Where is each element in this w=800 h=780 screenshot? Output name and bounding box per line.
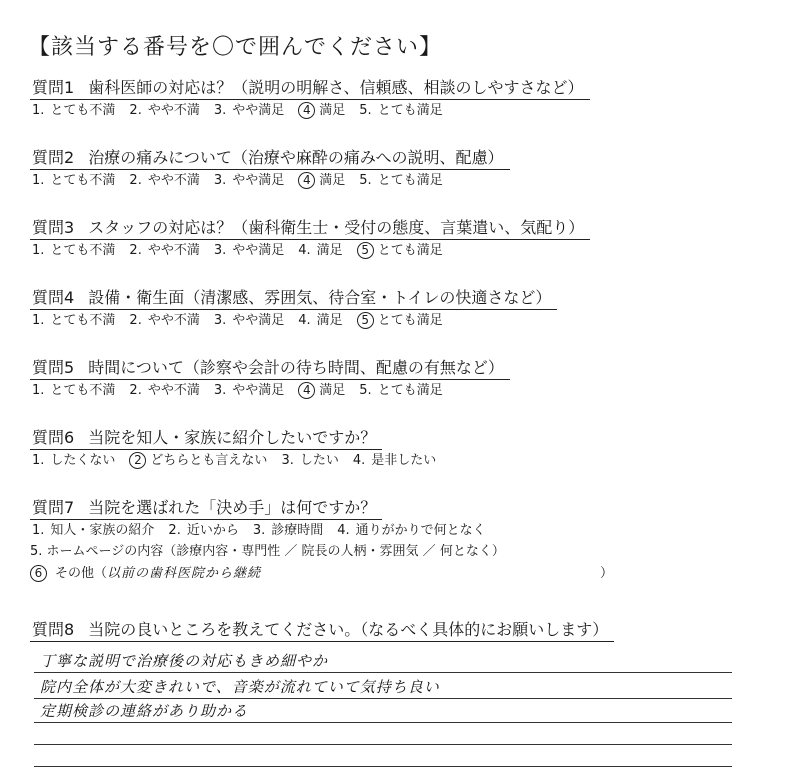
- question-heading: [30, 358, 510, 380]
- option-label: 知人・家族の紹介: [50, 523, 155, 538]
- option-number: 1.: [32, 383, 45, 398]
- option-label: 満足: [316, 313, 343, 328]
- question-number: 質問2: [32, 148, 75, 167]
- option-label: やや満足: [232, 383, 285, 398]
- option-list: [32, 102, 770, 120]
- question-number: 質問3: [32, 218, 75, 237]
- option-5: [30, 542, 770, 562]
- option-label: その他（: [55, 566, 108, 581]
- question-text: 時間について（診察や会計の待ち時間、配慮の有無など）: [88, 358, 504, 377]
- option-number: 4: [298, 102, 315, 119]
- option: [298, 242, 342, 260]
- option-number: 2.: [168, 523, 181, 538]
- option-number: 4.: [337, 523, 350, 538]
- question-heading: [30, 148, 510, 170]
- option: [214, 172, 284, 190]
- option-label: やや不満: [147, 173, 200, 188]
- option-label: とても満足: [377, 173, 443, 188]
- option: [298, 312, 342, 330]
- option-label: どちらとも言えない: [150, 453, 268, 468]
- question-number: 質問1: [32, 78, 75, 97]
- option-number: 4.: [352, 453, 366, 468]
- option-label: とても満足: [377, 313, 443, 328]
- option-list: [32, 312, 770, 330]
- option-number: 5: [357, 312, 374, 329]
- option-6: [30, 564, 770, 584]
- selected-option: [357, 312, 443, 330]
- question-text: 当院を選ばれた「決め手」は何ですか？: [88, 498, 377, 517]
- question-heading: [30, 288, 557, 310]
- question-heading: [30, 218, 590, 240]
- option-label: やや不満: [147, 243, 200, 258]
- option: [253, 522, 323, 540]
- option-number: 1.: [32, 313, 45, 328]
- question-text: 当院の良いところを教えてください。（なるべく具体的にお願いします）: [88, 620, 609, 639]
- handwritten-answer-3: 定期検診の連絡があり助かる: [40, 702, 249, 720]
- option-number: 4.: [298, 313, 311, 328]
- option-label: 満足: [316, 243, 343, 258]
- option-number: 1.: [32, 243, 45, 258]
- option: [359, 102, 442, 120]
- option-label: したい: [299, 453, 339, 468]
- selected-option: [357, 242, 443, 260]
- option-number: 5: [357, 242, 374, 259]
- option-number: 5.: [359, 103, 372, 118]
- option: [129, 172, 199, 190]
- option-number: 5.: [359, 173, 372, 188]
- question-6: [30, 428, 770, 470]
- option-number: 1.: [32, 173, 45, 188]
- question-text: 治療の痛みについて（治療や麻酔の痛みへの説明、配慮）: [88, 148, 504, 167]
- question-text: 設備・衛生面（清潔感、雰囲気、待合室・トイレの快適さなど）: [88, 288, 552, 307]
- question-text: 歯科医師の対応は？（説明の明解さ、信頼感、相談のしやすさなど）: [88, 78, 584, 97]
- option-label: とても不満: [50, 173, 116, 188]
- option-label: 診療時間: [271, 523, 324, 538]
- question-3: [30, 218, 770, 260]
- option: [214, 312, 284, 330]
- option-label: やや不満: [147, 103, 200, 118]
- option-list: [32, 172, 770, 190]
- closing-paren: ）: [600, 566, 614, 581]
- answer-line: [34, 698, 732, 699]
- option-label: ホームページの内容（診療内容・専門性 ／ 院長の人柄・雰囲気 ／ 何となく）: [46, 544, 505, 559]
- question-1: [30, 78, 770, 120]
- option: [214, 242, 284, 260]
- question-number: 質問8: [32, 620, 75, 639]
- option-number: 2.: [129, 313, 142, 328]
- option-number: 3.: [252, 523, 266, 538]
- option-number: 6: [30, 565, 47, 582]
- option: [32, 312, 115, 330]
- question-number: 質問6: [32, 428, 75, 447]
- question-2: [30, 148, 770, 190]
- option-label: 満足: [319, 173, 346, 188]
- option-number: 3.: [213, 313, 227, 328]
- question-heading: [30, 498, 382, 520]
- option-number: 3.: [281, 453, 294, 468]
- option: [32, 522, 154, 540]
- question-8: [30, 620, 770, 642]
- option-number: 3.: [213, 173, 227, 188]
- option-list: [32, 382, 770, 400]
- question-number: 質問4: [32, 288, 75, 307]
- option-label: 満足: [319, 383, 346, 398]
- option-number: 2.: [129, 383, 142, 398]
- selected-option: [298, 382, 345, 400]
- option-number: 2.: [129, 243, 142, 258]
- option-label: やや満足: [232, 173, 285, 188]
- option-label: やや満足: [232, 243, 285, 258]
- option: [281, 452, 338, 470]
- question-heading: [30, 78, 590, 100]
- option: [129, 382, 199, 400]
- option-label: 通りがかりで何となく: [355, 523, 486, 538]
- question-7: [30, 498, 770, 584]
- option-label: やや不満: [147, 313, 200, 328]
- option-label: とても不満: [50, 243, 116, 258]
- option: [168, 522, 238, 540]
- answer-line: [34, 672, 732, 673]
- answer-line: [34, 744, 732, 745]
- option-number: 2.: [129, 173, 142, 188]
- option-number: 5.: [30, 544, 43, 559]
- option-number: 1.: [32, 103, 45, 118]
- option: [359, 382, 442, 400]
- option-label: 満足: [319, 103, 346, 118]
- option: [32, 382, 115, 400]
- answer-line: [34, 722, 732, 723]
- handwritten-answer: 以前の歯科医院から継続: [107, 566, 262, 581]
- option: [129, 312, 199, 330]
- option-label: とても不満: [50, 313, 116, 328]
- question-text: 当院を知人・家族に紹介したいですか？: [88, 428, 377, 447]
- selected-option: [129, 452, 267, 470]
- option-number: 3.: [213, 383, 227, 398]
- option: [353, 452, 436, 470]
- option: [32, 452, 115, 470]
- option-label: とても満足: [377, 383, 443, 398]
- option-number: 1.: [32, 523, 45, 538]
- option-label: とても満足: [377, 243, 443, 258]
- page-title: 【該当する番号を〇で囲んでください】: [28, 35, 443, 60]
- option-label: とても満足: [377, 103, 443, 118]
- option-number: 1.: [32, 453, 45, 468]
- option: [32, 172, 115, 190]
- option-number: 4: [298, 382, 315, 399]
- option-label: 近いから: [186, 523, 239, 538]
- option: [214, 382, 284, 400]
- question-text: スタッフの対応は？（歯科衛生士・受付の態度、言葉遣い、気配り）: [88, 218, 585, 237]
- option-number: 4: [298, 172, 315, 189]
- question-heading: [30, 620, 614, 642]
- option-number: 3.: [213, 103, 227, 118]
- option-label: やや満足: [232, 103, 285, 118]
- option-list: [32, 522, 770, 540]
- option-number: 5.: [359, 383, 372, 398]
- option-number: 4.: [298, 243, 311, 258]
- option-label: 是非したい: [371, 453, 437, 468]
- question-heading: [30, 428, 382, 450]
- option-list: [32, 242, 770, 260]
- answer-line: [34, 766, 732, 767]
- question-4: [30, 288, 770, 330]
- option-number: 2.: [129, 103, 142, 118]
- option-label: やや満足: [232, 313, 285, 328]
- option: [214, 102, 284, 120]
- option-list: [32, 452, 770, 470]
- option-label: とても不満: [50, 383, 116, 398]
- option-label: したくない: [50, 453, 116, 468]
- handwritten-answer-1: 丁寧な説明で治療後の対応もきめ細やか: [40, 652, 329, 670]
- option-number: 3.: [213, 243, 227, 258]
- question-number: 質問5: [32, 358, 75, 377]
- option: [129, 242, 199, 260]
- selected-option: [30, 564, 51, 584]
- question-number: 質問7: [32, 498, 75, 517]
- option: [32, 102, 115, 120]
- option-label: とても不満: [50, 103, 116, 118]
- selected-option: [298, 172, 345, 190]
- option: [32, 242, 115, 260]
- option: [359, 172, 442, 190]
- option-label: やや不満: [147, 383, 200, 398]
- selected-option: [298, 102, 345, 120]
- option-number: 2: [129, 452, 146, 469]
- question-5: [30, 358, 770, 400]
- handwritten-answer-2: 院内全体が大変きれいで、音楽が流れていて気持ち良い: [40, 678, 440, 696]
- option: [129, 102, 199, 120]
- option: [337, 522, 485, 540]
